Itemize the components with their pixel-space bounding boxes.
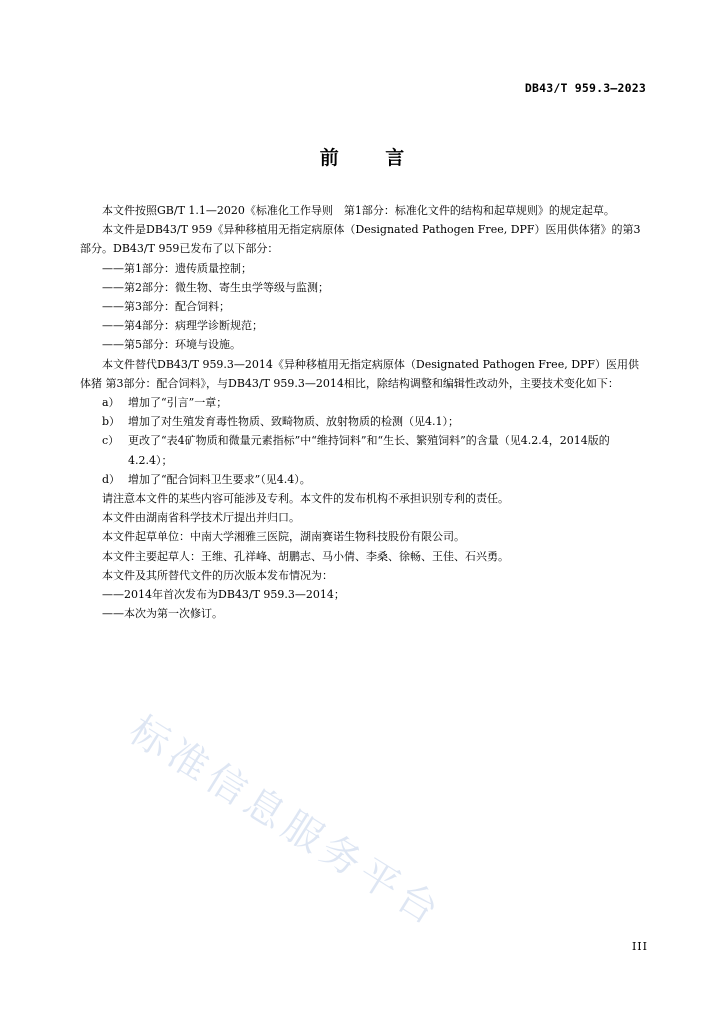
watermark: 标准信息服务平台 <box>121 707 451 937</box>
paragraph-proposer: 本文件由湖南省科学技术厅提出并归口。 <box>102 511 300 525</box>
change-list-item <box>80 431 648 469</box>
part-list-item: ——第3部分：配合饲料； <box>102 300 230 314</box>
history-list-item: ——2014年首次发布为DB43/T 959.3—2014； <box>102 588 345 602</box>
document-body <box>80 201 648 623</box>
paragraph-history-intro: 本文件及其所替代文件的历次版本发布情况为： <box>102 568 333 582</box>
change-marker: c） <box>102 434 120 448</box>
part-list-item: ——第2部分：微生物、寄生虫学等级与监测； <box>102 280 329 294</box>
change-text: 增加了对生殖发育毒性物质、致畸物质、放射物质的检测（见4.1）； <box>128 415 459 429</box>
part-list-item: ——第1部分：遗传质量控制； <box>102 261 252 275</box>
document-code: DB43/T 959.3—2023 <box>524 81 646 95</box>
change-list-item <box>80 393 648 412</box>
page-title: 前 言 <box>319 147 425 169</box>
paragraph-series-intro: 本文件是DB43/T 959《异种移植用无指定病原体（Designated Pathogen Free, DPF）医用供体猪》的第3部分。DB43/T 959已发布了以下部分： <box>80 223 641 256</box>
change-list-item <box>80 412 648 431</box>
paragraph-patent-notice: 请注意本文件的某些内容可能涉及专利。本文件的发布机构不承担识别专利的责任。 <box>102 492 509 506</box>
part-list-item: ——第5部分：环境与设施。 <box>102 338 241 352</box>
part-list-item: ——第4部分：病理学诊断规范； <box>102 319 263 333</box>
change-marker: d） <box>102 472 121 486</box>
paragraph-drafters: 本文件主要起草人：王维、孔祥峰、胡鹏志、马小倩、李桑、徐畅、王佳、石兴勇。 <box>102 549 509 563</box>
paragraph-drafting-units: 本文件起草单位：中南大学湘雅三医院，湖南赛诺生物科技股份有限公司。 <box>102 530 465 544</box>
page-number: III <box>631 940 648 953</box>
paragraph-replacement: 本文件替代DB43/T 959.3—2014《异种移植用无指定病原体（Designated Pathogen Free, DPF）医用供体猪 第3部分：配合饲料》，与DB43/T 959.3—2014相比，除结构调整和编辑性改动外，主要技术变化如下： <box>80 357 640 390</box>
change-marker: a） <box>102 396 120 410</box>
change-text: 增加了“引言”一章； <box>128 396 228 410</box>
change-text: 增加了“配合饲料卫生要求”（见4.4）。 <box>128 472 311 486</box>
change-text: 更改了“表4矿物质和微量元素指标”中“维持饲料”和“生长、繁殖饲料”的含量（见4.2.4，2014版的4.2.4）； <box>128 434 610 467</box>
paragraph-drafting-rules: 本文件按照GB/T 1.1—2020《标准化工作导则 第1部分：标准化文件的结构和起草规则》的规定起草。 <box>102 204 615 217</box>
change-list-item <box>80 470 648 489</box>
history-list-item: ——本次为第一次修订。 <box>102 607 223 621</box>
change-marker: b） <box>102 415 121 429</box>
